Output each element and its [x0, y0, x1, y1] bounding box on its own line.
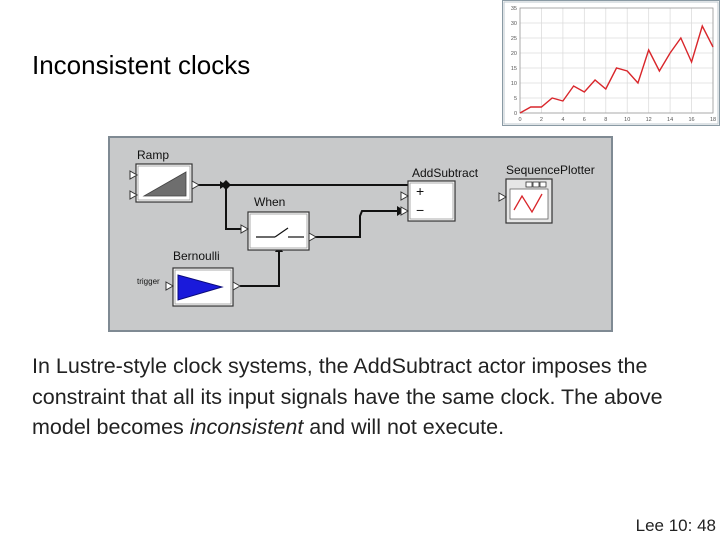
plot-xtick-label: 16 — [688, 117, 695, 123]
plot-ytick-label: 5 — [513, 96, 517, 102]
body-text-part-2: and will not execute. — [303, 415, 505, 439]
plot-xtick-label: 14 — [667, 117, 674, 123]
plot-ytick-label: 0 — [513, 111, 517, 117]
when-label: When — [254, 195, 286, 209]
model-diagram — [108, 136, 613, 332]
add-subtract-label: AddSubtract — [412, 166, 479, 180]
slide-number: Lee 10: 48 — [635, 516, 716, 535]
sequence-plotter-actor[interactable] — [499, 179, 552, 223]
plot-xtick-label: 8 — [604, 117, 608, 123]
body-text-part-1: In Lustre-style clock systems, the AddSubtract actor imposes the constraint that all its input signals have the same clock. The above model becomes — [32, 354, 663, 439]
add-minus-label: − — [416, 202, 425, 218]
bernoulli-label: Bernoulli — [173, 249, 220, 263]
plot-ytick-label: 15 — [510, 66, 517, 72]
plot-xtick-label: 2 — [539, 117, 543, 123]
trigger-port-label: trigger — [137, 277, 160, 286]
sequence-plotter-label: SequencePlotter — [506, 163, 595, 177]
slide-title: Inconsistent clocks — [32, 50, 251, 80]
add-subtract-actor[interactable] — [401, 181, 455, 221]
slide-body-text — [32, 351, 692, 443]
ramp-label: Ramp — [137, 148, 170, 162]
plot-xtick-label: 12 — [645, 117, 652, 123]
plot-ytick-label: 20 — [510, 51, 517, 57]
plot-ytick-label: 25 — [510, 36, 517, 42]
plot-ytick-label: 10 — [510, 81, 517, 87]
plot-xtick-label: 4 — [561, 117, 565, 123]
ramp-actor[interactable] — [130, 164, 199, 202]
when-actor[interactable] — [241, 212, 316, 250]
body-text-emphasis: inconsistent — [189, 415, 304, 439]
plot-xtick-label: 18 — [709, 117, 717, 123]
add-plus-label: + — [416, 183, 425, 199]
bernoulli-actor[interactable] — [166, 268, 240, 306]
plot-ytick-label: 35 — [510, 6, 517, 12]
plot-xtick-label: 10 — [624, 117, 631, 123]
plot-xtick-label: 6 — [582, 117, 586, 123]
sequence-plot-thumbnail — [502, 0, 720, 126]
plot-ytick-label: 30 — [510, 21, 517, 27]
plot-xtick-label: 0 — [518, 117, 522, 123]
